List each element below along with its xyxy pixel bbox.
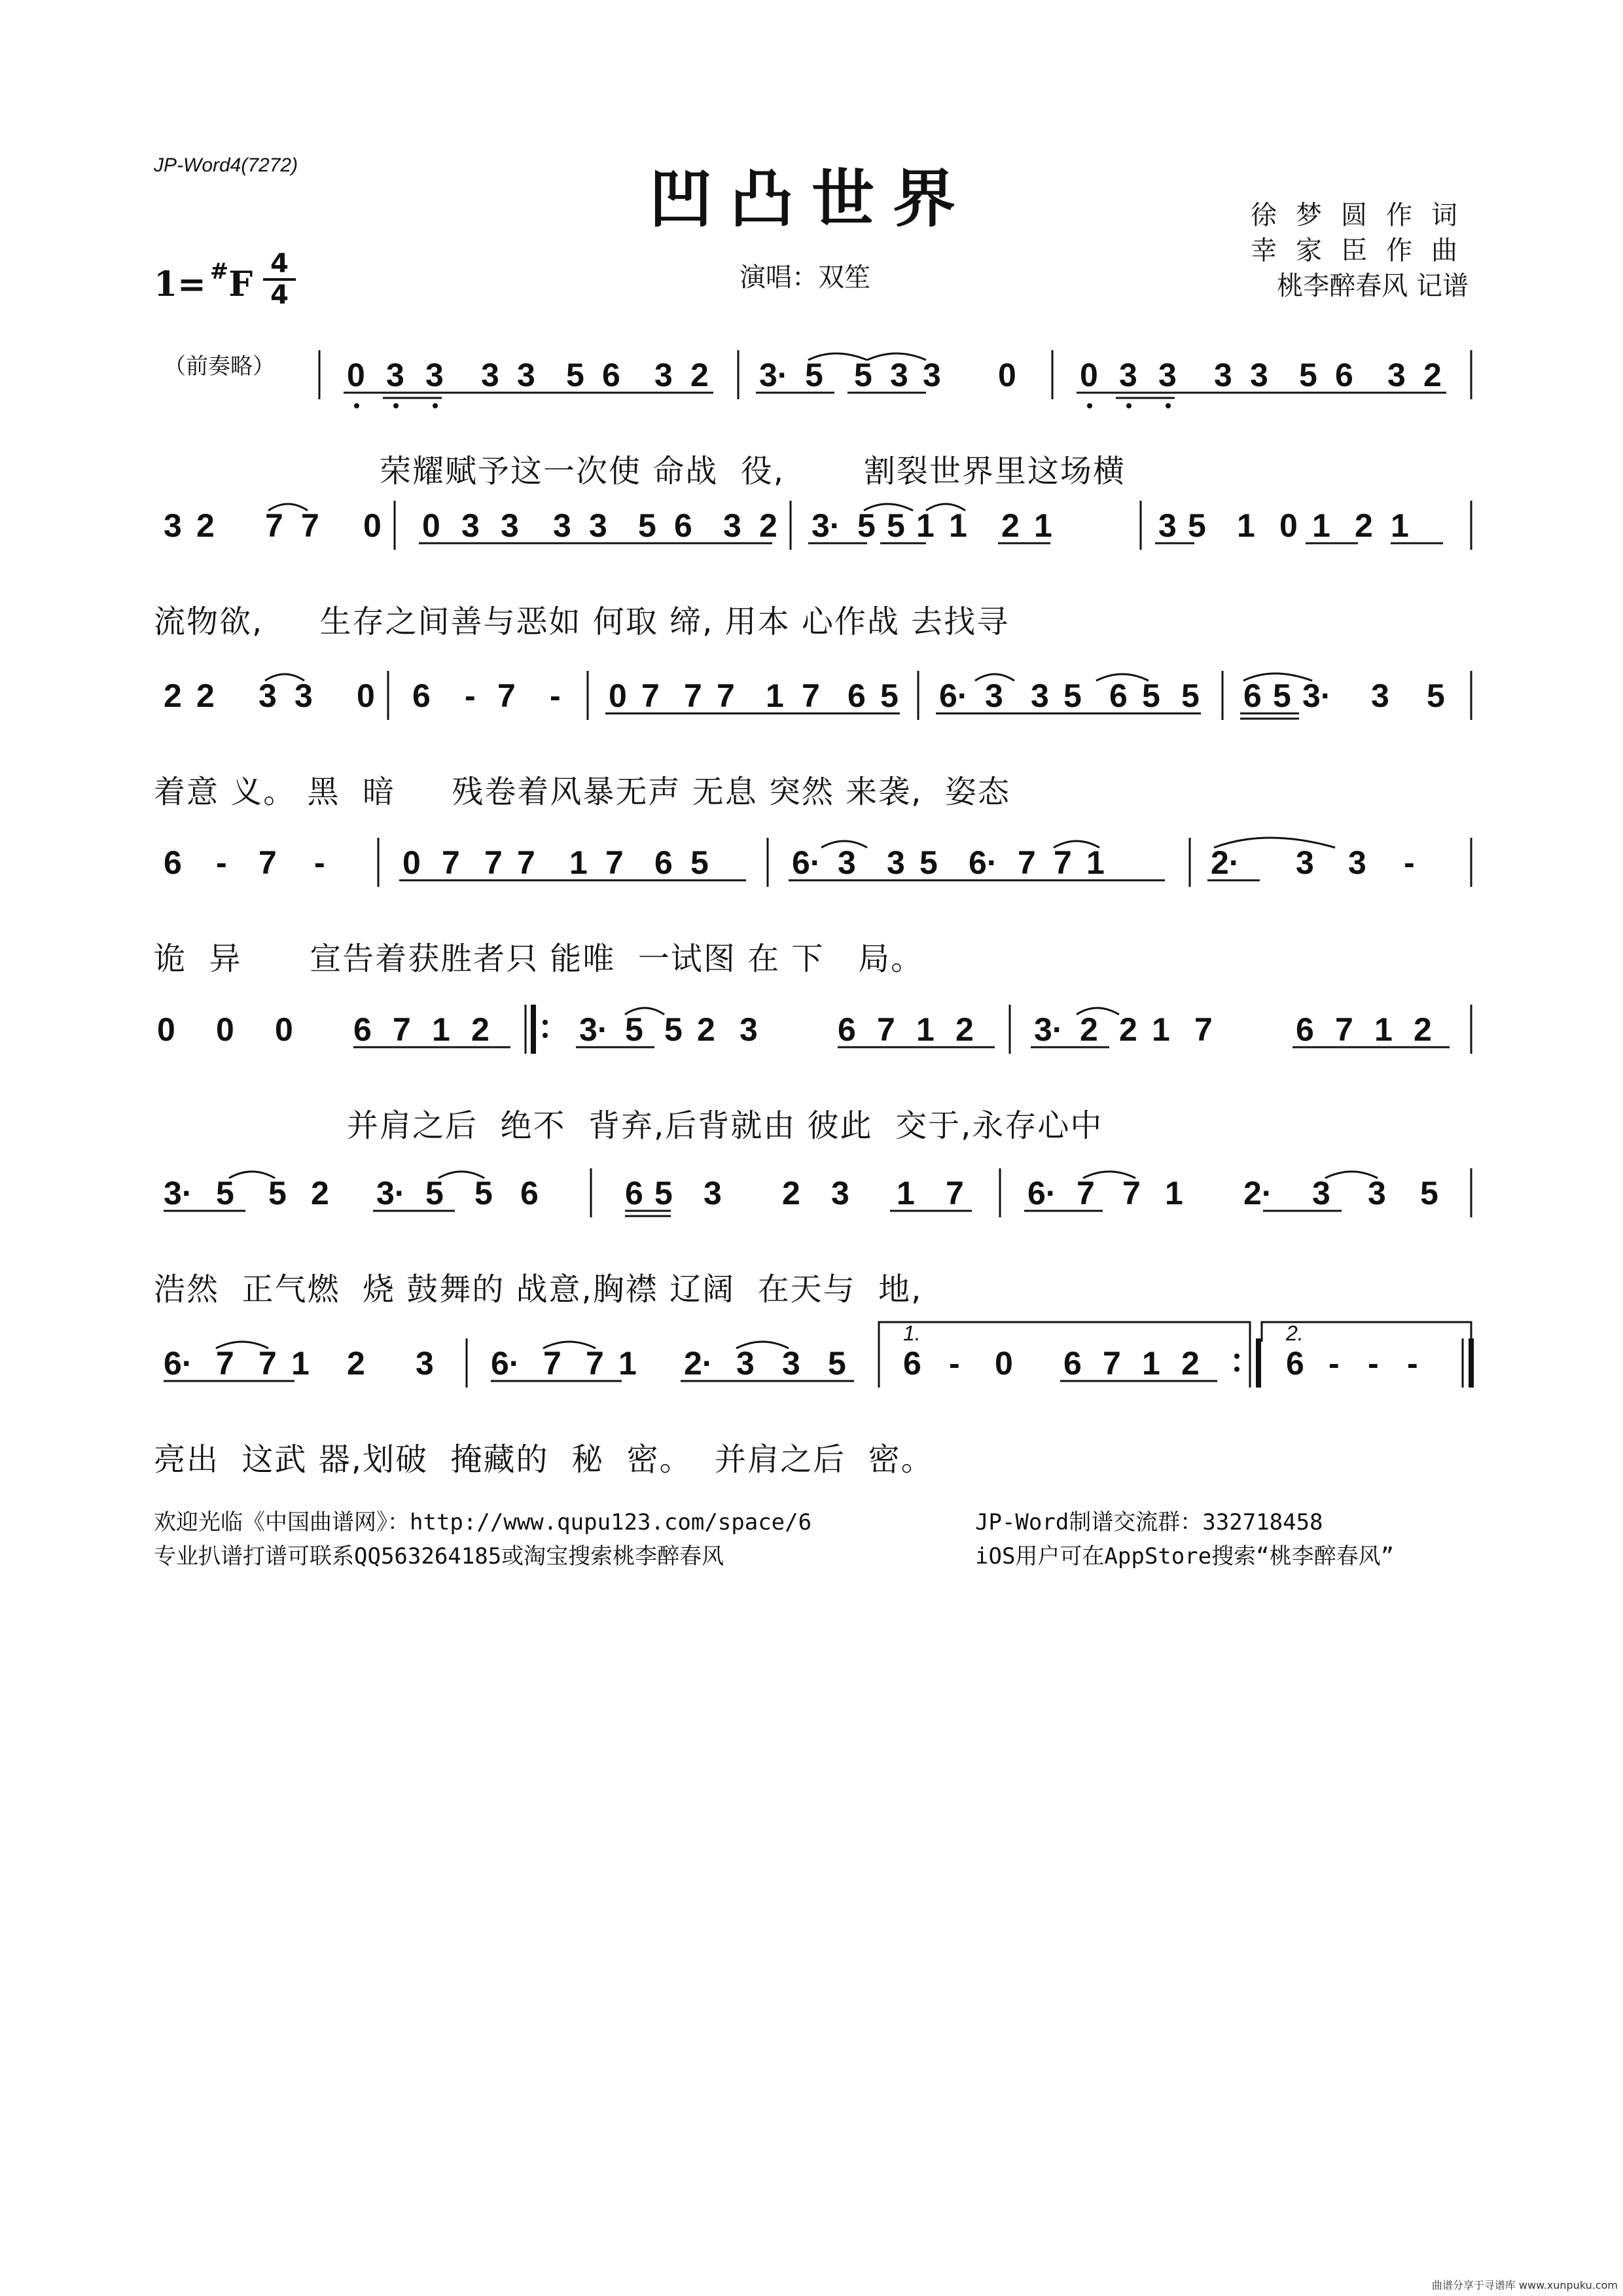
prelude-note: （前奏略） bbox=[164, 353, 275, 380]
notation-row-1 bbox=[154, 340, 1469, 445]
notation-row-4 bbox=[154, 828, 1469, 933]
lyric-line-3: 着意 义。 黑 暗 残卷着风暴无声 无息 突然 来袭, 姿态 bbox=[154, 774, 1010, 810]
svg-text:6: 6 bbox=[1063, 1345, 1082, 1382]
svg-text:3: 3 bbox=[838, 844, 856, 881]
time-signature bbox=[263, 251, 296, 308]
svg-text:0: 0 bbox=[609, 677, 627, 714]
svg-text:6·: 6· bbox=[939, 677, 969, 714]
svg-text:6: 6 bbox=[1296, 1011, 1314, 1048]
svg-text:2: 2 bbox=[196, 677, 215, 714]
footer-group: JP-Word制谱交流群：332718458 bbox=[975, 1509, 1323, 1535]
svg-text:0: 0 bbox=[422, 507, 440, 544]
svg-text:6: 6 bbox=[164, 844, 182, 881]
svg-text:2: 2 bbox=[164, 677, 182, 714]
svg-text:2: 2 bbox=[196, 507, 215, 544]
svg-text:3: 3 bbox=[723, 507, 741, 544]
footer-website: 欢迎光临《中国曲谱网》：http://www.qupu123.com/space/6 bbox=[154, 1509, 812, 1535]
svg-text:2: 2 bbox=[1181, 1345, 1200, 1382]
svg-text:0: 0 bbox=[216, 1011, 234, 1048]
svg-text:6: 6 bbox=[625, 1175, 643, 1211]
notation-row-2 bbox=[154, 491, 1469, 596]
svg-text:2: 2 bbox=[347, 1345, 365, 1382]
svg-text:7: 7 bbox=[605, 844, 624, 881]
svg-text:6: 6 bbox=[654, 844, 673, 881]
svg-text:0: 0 bbox=[357, 677, 375, 714]
footer-right bbox=[975, 1505, 1394, 1573]
svg-text:2·: 2· bbox=[1243, 1175, 1273, 1211]
svg-text:1: 1 bbox=[432, 1011, 450, 1048]
svg-text:1: 1 bbox=[1391, 507, 1409, 544]
svg-text:1: 1 bbox=[1086, 844, 1105, 881]
svg-text:1.: 1. bbox=[903, 1321, 921, 1345]
svg-text:2: 2 bbox=[471, 1011, 490, 1048]
svg-text:6: 6 bbox=[838, 1011, 856, 1048]
svg-text:3: 3 bbox=[1387, 357, 1406, 393]
svg-text:-: - bbox=[314, 844, 325, 881]
lyric-line-4: 诡 异 宣告着获胜者只 能唯 一试图 在 下 局。 bbox=[154, 941, 924, 977]
svg-text:1: 1 bbox=[916, 507, 935, 544]
svg-text:2: 2 bbox=[311, 1175, 329, 1211]
svg-text:6·: 6· bbox=[1027, 1175, 1057, 1211]
svg-text:-: - bbox=[550, 677, 561, 714]
svg-text:7: 7 bbox=[301, 507, 319, 544]
svg-text:7: 7 bbox=[484, 844, 503, 881]
footer-ios: iOS用户可在AppStore搜索“桃李醉春风” bbox=[975, 1543, 1395, 1570]
svg-text:5: 5 bbox=[805, 357, 823, 393]
svg-text:1: 1 bbox=[916, 1011, 935, 1048]
svg-text:2: 2 bbox=[1119, 1011, 1137, 1048]
svg-text:2: 2 bbox=[782, 1175, 800, 1211]
svg-text:6: 6 bbox=[412, 677, 431, 714]
svg-text:3: 3 bbox=[1348, 844, 1366, 881]
svg-text:3: 3 bbox=[589, 507, 607, 544]
svg-text:3: 3 bbox=[1031, 677, 1049, 714]
svg-text:7: 7 bbox=[684, 677, 702, 714]
svg-text:0: 0 bbox=[347, 357, 365, 393]
svg-text:5: 5 bbox=[566, 357, 584, 393]
svg-text:0: 0 bbox=[363, 507, 382, 544]
svg-text:0: 0 bbox=[995, 1345, 1013, 1382]
svg-text:2·: 2· bbox=[684, 1345, 713, 1382]
svg-text:2: 2 bbox=[759, 507, 777, 544]
svg-text:5: 5 bbox=[1181, 677, 1200, 714]
composer: 幸家臣作曲 bbox=[1251, 236, 1476, 266]
svg-text:3: 3 bbox=[517, 357, 535, 393]
svg-text:1: 1 bbox=[949, 507, 967, 544]
svg-text:6: 6 bbox=[1286, 1345, 1304, 1382]
svg-text:3: 3 bbox=[1371, 677, 1389, 714]
svg-text:6: 6 bbox=[353, 1011, 372, 1048]
svg-text:0: 0 bbox=[275, 1011, 293, 1048]
svg-text:3: 3 bbox=[890, 357, 908, 393]
key-note: F bbox=[228, 264, 253, 304]
svg-text:6: 6 bbox=[520, 1175, 539, 1211]
svg-text:7: 7 bbox=[946, 1175, 964, 1211]
svg-text:7: 7 bbox=[442, 844, 460, 881]
svg-text:7: 7 bbox=[216, 1345, 234, 1382]
svg-text:7: 7 bbox=[1335, 1011, 1353, 1048]
svg-text:6: 6 bbox=[1335, 357, 1353, 393]
svg-text:1: 1 bbox=[1165, 1175, 1183, 1211]
svg-text:3: 3 bbox=[654, 357, 673, 393]
key-label: 1= bbox=[154, 264, 206, 304]
svg-text:3·: 3· bbox=[376, 1175, 406, 1211]
lyric-line-2: 流物欲, 生存之间善与恶如 何取 缔, 用本 心作战 去找寻 bbox=[154, 603, 1010, 640]
svg-text:-: - bbox=[216, 844, 227, 881]
svg-text:5: 5 bbox=[638, 507, 656, 544]
svg-text:5: 5 bbox=[474, 1175, 493, 1211]
sharp-sign: # bbox=[209, 259, 229, 285]
svg-text:7: 7 bbox=[259, 1345, 277, 1382]
svg-text:1: 1 bbox=[1312, 507, 1330, 544]
svg-text:5: 5 bbox=[1427, 677, 1445, 714]
notation-row-6 bbox=[154, 1158, 1469, 1263]
svg-text:7: 7 bbox=[1103, 1345, 1121, 1382]
svg-text:1: 1 bbox=[897, 1175, 915, 1211]
lyric-line-6: 浩然 正气燃 烧 鼓舞的 战意,胸襟 辽阔 在天与 地, bbox=[154, 1271, 923, 1308]
svg-text:7: 7 bbox=[259, 844, 277, 881]
svg-text:7: 7 bbox=[877, 1011, 895, 1048]
singer: 演唱：双笙 bbox=[740, 262, 870, 293]
key-signature bbox=[154, 259, 253, 304]
lyric-line-1: 荣耀赋予这一次使 命战 役, 割裂世界里这场横 bbox=[380, 453, 1126, 490]
svg-text:5: 5 bbox=[625, 1011, 643, 1048]
svg-text:5: 5 bbox=[854, 357, 872, 393]
svg-text:6: 6 bbox=[1109, 677, 1128, 714]
svg-text:5: 5 bbox=[1063, 677, 1082, 714]
svg-text:3: 3 bbox=[501, 507, 519, 544]
svg-text:3: 3 bbox=[740, 1011, 758, 1048]
svg-text:5: 5 bbox=[690, 844, 709, 881]
svg-text:0: 0 bbox=[402, 844, 421, 881]
svg-text:3: 3 bbox=[923, 357, 941, 393]
svg-text:0: 0 bbox=[157, 1011, 175, 1048]
svg-text:2: 2 bbox=[1001, 507, 1020, 544]
svg-text:5: 5 bbox=[216, 1175, 234, 1211]
svg-text:7: 7 bbox=[802, 677, 820, 714]
svg-text:7: 7 bbox=[1077, 1175, 1095, 1211]
svg-text:3·: 3· bbox=[759, 357, 789, 393]
watermark: 曲谱分享于寻谱库 www.xunpuku.com bbox=[1431, 2279, 1618, 2291]
lyricist: 徐梦圆作词 bbox=[1251, 200, 1476, 230]
lyric-line-5: 并肩之后 绝不 背弃,后背就由 彼此 交于,永存心中 bbox=[347, 1107, 1103, 1144]
svg-text:5: 5 bbox=[857, 507, 876, 544]
footer-left bbox=[154, 1505, 812, 1573]
svg-text:6·: 6· bbox=[792, 844, 821, 881]
svg-text:7: 7 bbox=[517, 844, 535, 881]
svg-text:7: 7 bbox=[717, 677, 735, 714]
notation-row-5 bbox=[154, 995, 1469, 1100]
svg-text:1: 1 bbox=[1374, 1011, 1393, 1048]
svg-text:5: 5 bbox=[1273, 677, 1291, 714]
svg-text:6·: 6· bbox=[164, 1345, 193, 1382]
svg-text:3·: 3· bbox=[812, 507, 841, 544]
svg-text:7: 7 bbox=[1018, 844, 1036, 881]
svg-text:5: 5 bbox=[828, 1345, 846, 1382]
svg-text:3: 3 bbox=[736, 1345, 755, 1382]
svg-text:6·: 6· bbox=[491, 1345, 520, 1382]
svg-text:2·: 2· bbox=[1211, 844, 1240, 881]
svg-text:7: 7 bbox=[586, 1345, 604, 1382]
song-title: 凹凸世界 bbox=[649, 162, 974, 236]
notation-row-7 bbox=[154, 1316, 1469, 1420]
svg-text:3·: 3· bbox=[1302, 677, 1332, 714]
svg-text:0: 0 bbox=[998, 357, 1016, 393]
transcriber: 桃李醉春风 记谱 bbox=[1277, 271, 1469, 301]
svg-text:5: 5 bbox=[425, 1175, 444, 1211]
svg-text:5: 5 bbox=[880, 677, 899, 714]
svg-text:3: 3 bbox=[1158, 357, 1177, 393]
svg-text:3: 3 bbox=[416, 1345, 434, 1382]
svg-text:3: 3 bbox=[1158, 507, 1177, 544]
svg-text:-: - bbox=[1407, 1345, 1418, 1382]
svg-text:3: 3 bbox=[481, 357, 499, 393]
svg-text:7: 7 bbox=[393, 1011, 411, 1048]
time-signature-top: 4 bbox=[270, 249, 289, 279]
svg-text:3: 3 bbox=[985, 677, 1003, 714]
svg-text:2: 2 bbox=[1080, 1011, 1098, 1048]
svg-text:3: 3 bbox=[425, 357, 444, 393]
svg-text:7: 7 bbox=[1054, 844, 1072, 881]
svg-text:5: 5 bbox=[887, 507, 905, 544]
svg-text:0: 0 bbox=[1080, 357, 1098, 393]
svg-text:0: 0 bbox=[1279, 507, 1298, 544]
svg-text:-: - bbox=[1368, 1345, 1379, 1382]
svg-text:3: 3 bbox=[704, 1175, 722, 1211]
svg-text:6·: 6· bbox=[969, 844, 998, 881]
svg-text:-: - bbox=[1404, 844, 1415, 881]
svg-text:1: 1 bbox=[1237, 507, 1255, 544]
software-label: JP-Word4(7272) bbox=[154, 154, 298, 176]
credits bbox=[1251, 198, 1476, 304]
svg-text:1: 1 bbox=[1152, 1011, 1170, 1048]
svg-text:1: 1 bbox=[1034, 507, 1052, 544]
svg-text:3: 3 bbox=[831, 1175, 849, 1211]
svg-text:1: 1 bbox=[569, 844, 588, 881]
svg-text:7: 7 bbox=[1122, 1175, 1141, 1211]
svg-text:7: 7 bbox=[543, 1345, 562, 1382]
svg-text:-: - bbox=[949, 1345, 960, 1382]
svg-text:3: 3 bbox=[294, 677, 313, 714]
svg-text:6: 6 bbox=[847, 677, 866, 714]
svg-text:3: 3 bbox=[259, 677, 277, 714]
svg-text:3: 3 bbox=[1312, 1175, 1330, 1211]
svg-text:3: 3 bbox=[1250, 357, 1268, 393]
svg-text:-: - bbox=[1329, 1345, 1340, 1382]
svg-text:2.: 2. bbox=[1286, 1321, 1304, 1345]
svg-text:3: 3 bbox=[164, 507, 182, 544]
svg-text:3: 3 bbox=[1296, 844, 1314, 881]
svg-text:2: 2 bbox=[690, 357, 709, 393]
time-signature-bottom: 4 bbox=[270, 280, 289, 310]
svg-text:6: 6 bbox=[674, 507, 692, 544]
svg-text:5: 5 bbox=[268, 1175, 287, 1211]
svg-text:1: 1 bbox=[766, 677, 784, 714]
lyric-line-7: 亮出 这武 器,划破 掩藏的 秘 密。 并肩之后 密。 bbox=[154, 1441, 934, 1478]
svg-text:3: 3 bbox=[1368, 1175, 1386, 1211]
svg-text:6: 6 bbox=[602, 357, 620, 393]
svg-text:2: 2 bbox=[1423, 357, 1442, 393]
svg-text:3·: 3· bbox=[164, 1175, 193, 1211]
svg-text:7: 7 bbox=[265, 507, 283, 544]
svg-text:1: 1 bbox=[618, 1345, 637, 1382]
svg-text:-: - bbox=[465, 677, 476, 714]
svg-text:5: 5 bbox=[664, 1011, 683, 1048]
svg-text:3: 3 bbox=[461, 507, 480, 544]
svg-text:2: 2 bbox=[1414, 1011, 1432, 1048]
footer-contact: 专业扒谱打谱可联系QQ563264185或淘宝搜索桃李醉春风 bbox=[154, 1543, 724, 1570]
svg-text:3: 3 bbox=[782, 1345, 800, 1382]
svg-text:6: 6 bbox=[903, 1345, 921, 1382]
svg-text:3: 3 bbox=[1214, 357, 1232, 393]
svg-text:5: 5 bbox=[1188, 507, 1206, 544]
svg-text:7: 7 bbox=[1194, 1011, 1213, 1048]
svg-text:2: 2 bbox=[1355, 507, 1373, 544]
svg-text:1: 1 bbox=[291, 1345, 310, 1382]
svg-text:5: 5 bbox=[1420, 1175, 1438, 1211]
notation-row-3 bbox=[154, 661, 1469, 766]
svg-text:7: 7 bbox=[497, 677, 516, 714]
svg-text:7: 7 bbox=[641, 677, 660, 714]
svg-text:5: 5 bbox=[919, 844, 938, 881]
svg-text:3: 3 bbox=[386, 357, 404, 393]
svg-text:5: 5 bbox=[654, 1175, 673, 1211]
svg-text:2: 2 bbox=[697, 1011, 715, 1048]
svg-text:3: 3 bbox=[553, 507, 571, 544]
svg-text:6: 6 bbox=[1243, 677, 1262, 714]
svg-text:3: 3 bbox=[1119, 357, 1137, 393]
svg-text:5: 5 bbox=[1299, 357, 1317, 393]
svg-text:1: 1 bbox=[1142, 1345, 1160, 1382]
svg-text:5: 5 bbox=[1142, 677, 1160, 714]
svg-text:3·: 3· bbox=[579, 1011, 609, 1048]
svg-text:3: 3 bbox=[887, 844, 905, 881]
svg-text:2: 2 bbox=[955, 1011, 974, 1048]
svg-text:3·: 3· bbox=[1034, 1011, 1063, 1048]
